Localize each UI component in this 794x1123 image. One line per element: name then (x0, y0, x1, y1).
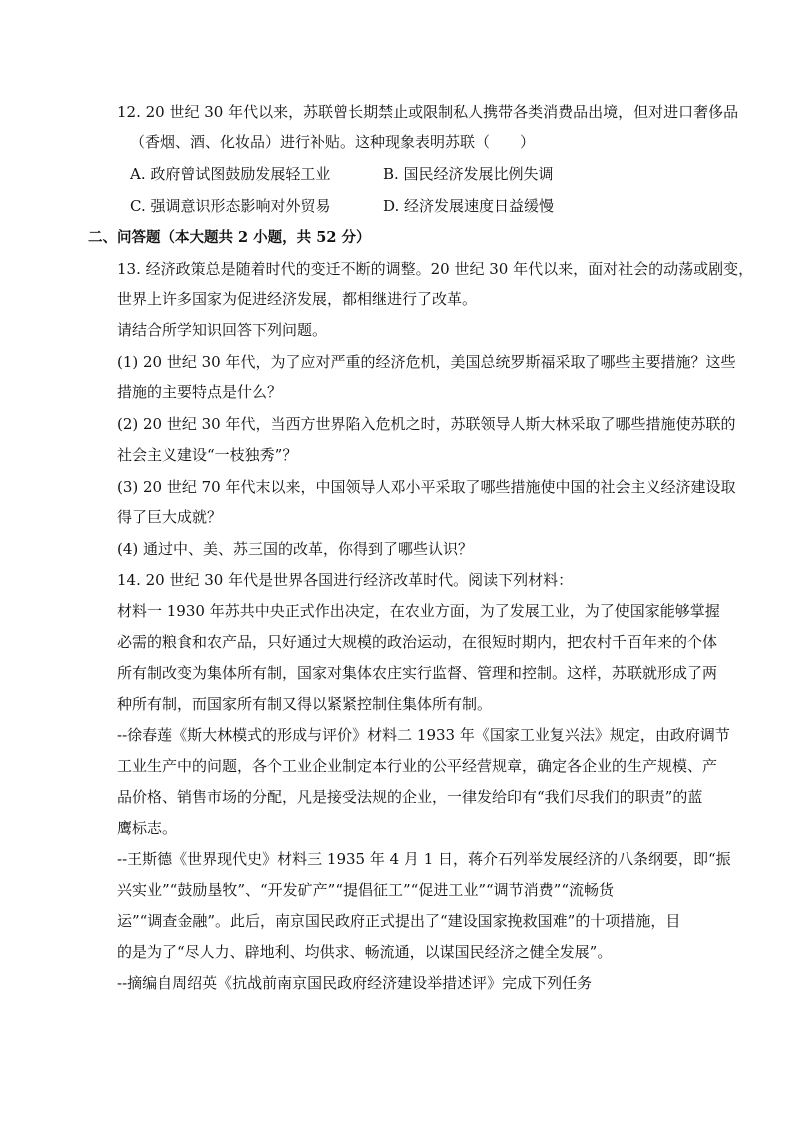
q12-option-c: C. 强调意识形态影响对外贸易 (130, 197, 331, 215)
q13-line-7: 社会主义建设“一枝独秀”？ (117, 446, 298, 464)
q14-line-1: 14. 20 世纪 30 年代是世界各国进行经济改革时代。阅读下列材料： (117, 571, 574, 589)
q14-line-3: 必需的粮食和农产品，只好通过大规模的政治运动，在很短时期内，把农村千百年来的个体 (117, 633, 718, 651)
q12-option-d: D. 经济发展速度日益缓慢 (383, 197, 555, 215)
q13-line-5: 措施的主要特点是什么？ (117, 383, 283, 401)
q13-line-1: 13. 经济政策总是随着时代的变迁不断的调整。20 世纪 30 年代以来，面对社会的动荡或剧变， (117, 260, 754, 278)
q14-line-11: 兴实业”“鼓励垦牧”、“开发矿产”“提倡征工”“促进工业”“调节消费”“流畅货 (117, 881, 615, 899)
q14-line-5: 种所有制，而国家所有制又得以紧紧控制住集体所有制。 (117, 695, 493, 713)
q14-line-4: 所有制改变为集体所有制，国家对集体农庄实行监督、管理和控制。这样，苏联就形成了两 (117, 664, 718, 682)
q13-line-9: 得了巨大成就？ (117, 508, 223, 526)
q12-option-a: A. 政府曾试图鼓励发展轻工业 (130, 165, 331, 183)
q14-line-13: 的是为了“尽人力、辟地利、均供求、畅流通，以谋国民经济之健全发展”。 (117, 943, 613, 961)
section-heading: 二、问答题（本大题共 2 小题，共 52 分） (88, 229, 371, 246)
q14-line-2: 材料一 1930 年苏共中央正式作出决定，在农业方面，为了发展工业，为了使国家能够掌握 (117, 602, 720, 620)
q14-line-14: --摘编自周绍英《抗战前南京国民政府经济建设举措述评》完成下列任务 (117, 974, 593, 992)
q14-line-8: 品价格、销售市场的分配，凡是接受法规的企业，一律发给印有“我们尽我们的职责”的蓝 (117, 788, 703, 806)
q13-line-8: (3) 20 世纪 70 年代末以来，中国领导人邓小平采取了哪些措施使中国的社会主义经济建设取 (117, 478, 736, 496)
q13-line-6: (2) 20 世纪 30 年代，当西方世界陷入危机之时，苏联领导人斯大林采取了哪些措施使苏联的 (117, 415, 736, 433)
q14-line-7: 工业生产中的问题，各个工业企业制定本行业的公平经营规章，确定各企业的生产规模、产 (117, 757, 718, 775)
q13-line-4: (1) 20 世纪 30 年代，为了应对严重的经济危机，美国总统罗斯福采取了哪些主要措施？这些 (117, 353, 736, 371)
q12-stem-line-2: （香烟、酒、化妆品）进行补贴。这种现象表明苏联（ ） (130, 133, 536, 151)
q13-line-2: 世界上许多国家为促进经济发展，都相继进行了改革。 (117, 290, 478, 308)
q13-line-10: (4) 通过中、美、苏三国的改革，你得到了哪些认识？ (117, 540, 474, 558)
q14-line-9: 鹰标志。 (117, 819, 178, 837)
q14-line-6: --徐春莲《斯大林模式的形成与评价》材料二 1933 年《国家工业复兴法》规定，由政府调节 (117, 726, 730, 744)
q14-line-10: --王斯德《世界现代史》材料三 1935 年 4 月 1 日，蒋介石列举发展经济的八条纲要，即“振 (117, 850, 731, 868)
q14-line-12: 运”“调查金融”。此后，南京国民政府正式提出了“建设国家挽救国难”的十项措施，目 (117, 912, 681, 930)
q13-line-3: 请结合所学知识回答下列问题。 (117, 321, 328, 339)
q12-option-b: B. 国民经济发展比例失调 (383, 165, 554, 183)
q12-stem-line-1: 12. 20 世纪 30 年代以来，苏联曾长期禁止或限制私人携带各类消费品出境，但对进口奢侈品 (117, 103, 739, 121)
